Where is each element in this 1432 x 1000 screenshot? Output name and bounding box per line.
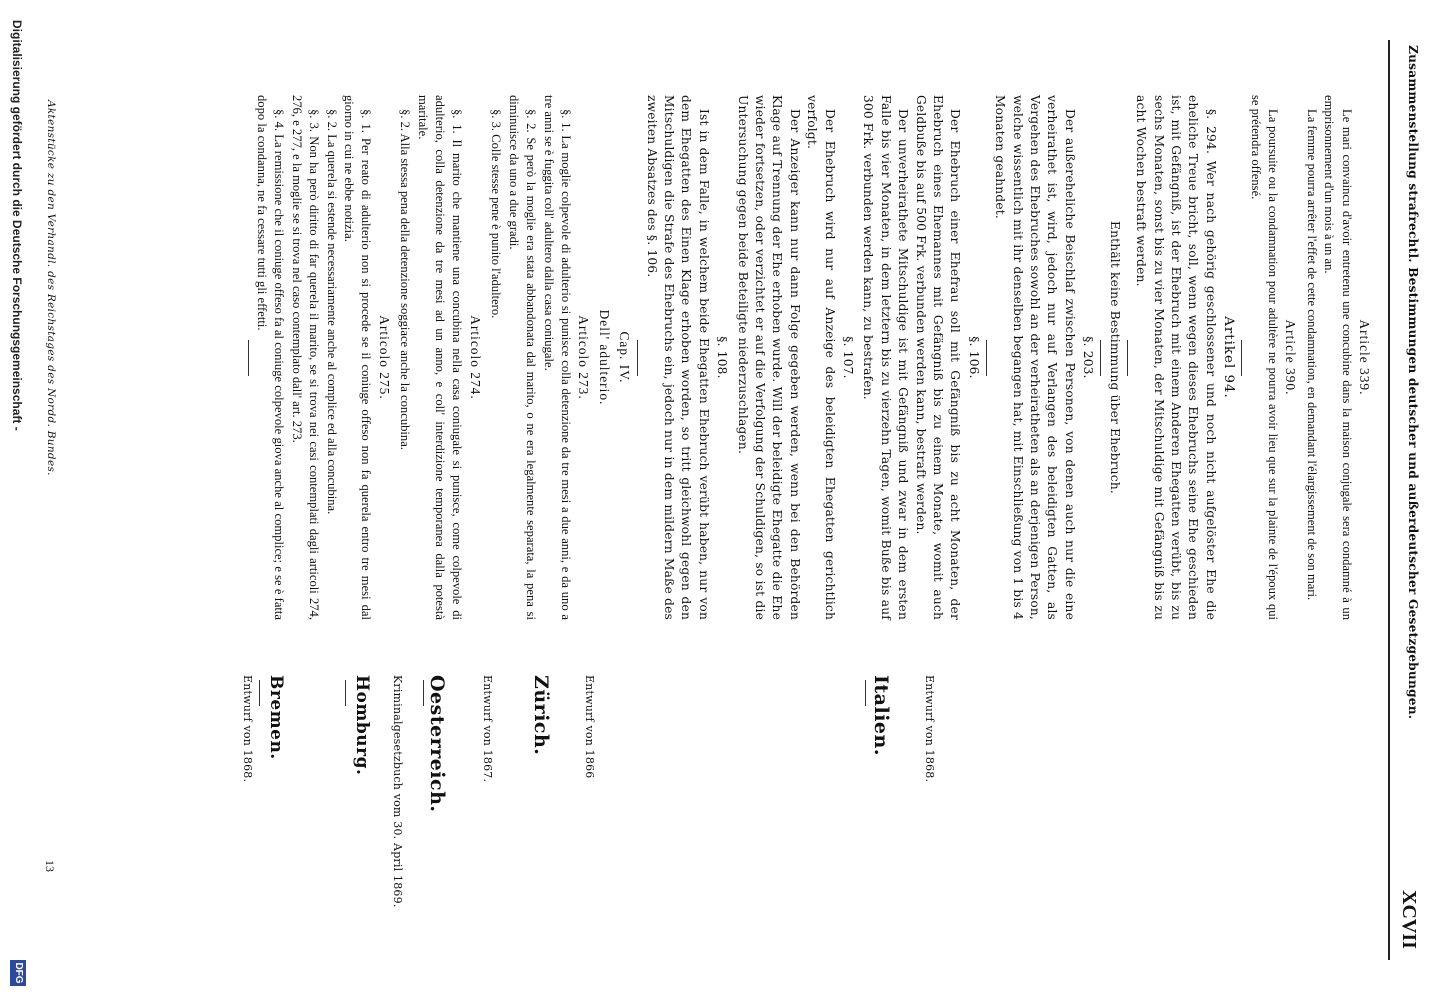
margin-heading-homburg: Homburg. [352,675,372,776]
paragraph: §. 3. Colle stesse pene è punito l'adultero. [489,109,504,319]
margin-heading-oesterreich: Oesterreich. [426,675,448,813]
margin-subheading: Entwurf von 1867. [481,675,494,783]
margin-heading-zuerich: Zürich. [530,675,552,756]
section-number: §. 108. [715,336,730,379]
margin-subheading: Entwurf von 1868. [923,675,936,783]
dfg-logo-icon: DFG [10,960,26,986]
article-heading: Articolo 273. [576,315,592,400]
running-header-title: Zusammenstellung strafrechtl. Bestimmungen deutscher und außerdeutscher Gesetzgebungen. [1406,45,1420,720]
paragraph: La femme pourra arrêter l'effet de cette condamnation, en demandant l'élargissement de son mari. [1304,109,1319,601]
margin-rule [865,680,866,706]
paragraph: Der außereheliche Beischlaf zwischen Personen, von denen auch nur die eine verheirathet ist, wird, jedoch nur auf Verlangen des beleidigten Gatten, als Vergehen des Ehebruches sowohl an der verheiratheten als an derjenigen Person, welche wissentlich mit ihr denselben begangen hat, mit Einschließung von 1 bis 4 Monaten geahndet. [993,95,1077,620]
paragraph: Der Ehebruch einer Ehefrau soll mit Gefängniß bis zu acht Monaten, der Ehebruch eines Ehemannes mit Gefängniß bis zu einem Monate, womit auch Geldbuße bis auf 500 Frk. verbunden werden kann, bestraft werden. [913,95,963,620]
margin-subheading: Kriminalgesetzbuch vom 30. April 1869. [391,675,404,908]
article-heading: Article 339. [1357,319,1372,396]
section-divider [986,340,987,376]
section-number: §. 203. [1081,336,1096,379]
margin-heading-bremen: Bremen. [266,675,286,760]
article-heading: Articolo 274. [467,315,483,400]
paragraph: La poursuite ou la condamnation pour adultère ne pourra avoir lieu que sur la plainte de l'époux qui se prétendra offensé. [1248,95,1280,620]
paragraph: Der Anzeiger kann nur dann Folge gegeben werden, wenn bei den Behörden Klage auf Trennung der Ehe erhoben wurde. Will der beleidigte Ehegatte die Ehe wieder fortsetzen, oder verzichtet er auf die Verfolgung der Schuldigen, so ist die Untersuchung gegen beide Beteiligte niederzuschlagen. [735,95,802,620]
margin-subheading: Entwurf von 1866 [583,675,596,779]
paragraph: §. 1. La moglie colpevole di adulterio si punisce colla detenzione da tre mesi a due anni, e da uno a tre anni se è fuggita coll' adultero dalla casa coniugale. [541,95,573,620]
section-number: §. 107. [841,336,856,379]
section-divider [1100,340,1101,376]
section-divider [637,340,638,376]
article-heading: Articolo 275. [376,315,392,400]
paragraph: §. 1. Per reato di adulterio non si procede se il coniuge offeso non fa querela entro tre mesi dal giorno in cui ne ebbe notizia. [342,95,374,620]
article-heading: Artikel 94. [1221,316,1237,399]
margin-subheading: Entwurf von 1868. [241,675,254,783]
digitization-credit: Digitalisierung gefördert durch die Deutsche Forschungsgemeinschaft - [10,20,24,431]
section-divider [248,340,249,376]
main-text-column [244,95,1376,620]
chapter-number: Cap. IV. [617,331,633,384]
paragraph: §. 2. La querela si estende necessariamente anche al complice ed alla concubina. [324,109,339,515]
header-rule [1388,40,1390,960]
roman-page-number: XCVII [1398,890,1420,949]
paragraph: §. 2. Se però la moglie era stata abbandonata dal marito, o ne era legalmente separata, la pena si diminuisce da uno a due gradi. [506,95,539,620]
paragraph: Der unverheirathete Mitschuldige ist mit Gefängniß und zwar in dem ersten Falle bis vier Monaten, in dem letztern bis zu vierzehn Tagen, womit Buße bis auf 300 Frk. verbunden werden kann, zu bestrafen. [861,95,911,620]
paragraph: Ist in dem Falle, in welchem beide Ehegatten Ehebruch verübt haben, nur von dem Ehegatten des Einen Klage erhoben worden, so tritt gleichwohl gegen den Mitschuldigen die Strafe des Ehebruchs ein, jedoch nur in dem mildern Maße des zweiten Absatzes des §. 106. [644,95,711,620]
paragraph: §. 2. Alla stessa pena della detenzione soggiace anche la concubina. [398,109,413,450]
section-divider [1127,340,1128,376]
margin-rule [345,680,346,706]
paragraph: Enthält keine Bestimmung über Ehebruch. [1107,221,1122,494]
paragraph: §. 1. Il marito che mantiene una concubina nella casa coniugale si punisce, come colpevole di adulterio, colla detenzione da tre mesi ad un anno, e coll' interdizione temporanea dalla potestà maritale. [415,95,465,620]
page-footer: Aktenstücke zu den Verhandl. des Reichstages des Nordd. Bundes. [45,100,57,476]
article-heading: Article 390. [1283,319,1299,396]
margin-heading-italien: Italien. [870,675,892,756]
paragraph: §. 3. Non ha però diritto di far querela il marito, se si trova nei casi contemplati dagli articoli 274, 276, e 277, e la moglie se si trova nel caso contemplato dall' art. 273. [289,95,322,620]
chapter-title: Dell' adulterio. [596,309,612,406]
margin-rule [423,680,424,706]
paragraph: Le mari convaincu d'avoir entretenu une concubine dans la maison conjugale sera condamné à un emprisonnement d'un mois à un an. [1322,95,1354,620]
paragraph: §. 4. La remissione che il coniuge offeso fa al coniuge colpevole giova anche al complice; e se è fatta dopo la condanna, ne fa cessare tutti gli effetti. [255,95,287,620]
section-number: §. 106. [966,336,981,379]
page-number: 13 [43,860,57,872]
paragraph: Der Ehebruch wird nur auf Anzeige des beleidigten Ehegatten gerichtlich verfolgt. [805,95,837,620]
margin-rule [259,680,260,706]
paragraph: §. 294. Wer nach gehörig geschlossener und noch nicht aufgelöster Ehe die eheliche Treue bricht, soll, wenn wegen dieses Ehebruchs seine Ehe geschieden ist, mit Gefängniß, ist der Ehebruch mit einem Anderen Ehegatten verübt, bis zu sechs Monaten, sonst bis zu vier Monaten, der Mitschuldige mit Gefängniß bis zu acht Wochen bestraft werden. [1134,95,1218,620]
section-divider [1241,340,1242,376]
